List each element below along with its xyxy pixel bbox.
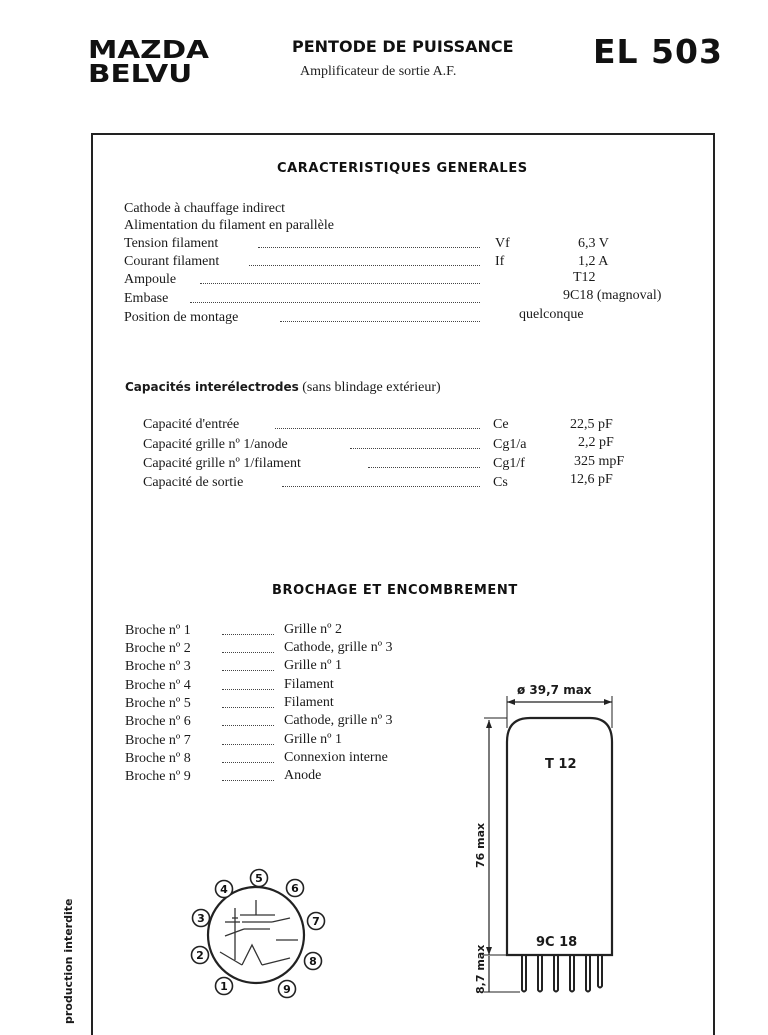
capacities-title-bold: Capacités interélectrodes	[125, 380, 299, 394]
leader-dots	[280, 321, 480, 322]
page-title: PENTODE DE PUISSANCE	[292, 37, 514, 56]
tube-pins	[522, 956, 602, 992]
leader-dots	[222, 744, 274, 745]
capacity-label: Capacité d'entrée	[143, 417, 240, 432]
pin-function: Grille nº 1	[284, 658, 342, 673]
leader-dots	[222, 762, 274, 763]
leader-dots	[275, 428, 480, 429]
pin-number: 5	[255, 872, 263, 885]
base-height-label: 8,7 max	[474, 944, 487, 994]
arrow-up	[486, 720, 492, 728]
pin-label: Broche nº 5	[125, 696, 191, 711]
leader-dots	[222, 634, 274, 635]
pin-label: Broche nº 2	[125, 641, 191, 656]
bulb-label: T 12	[545, 757, 577, 772]
pin-function: Filament	[284, 677, 334, 692]
pin-number: 1	[220, 980, 228, 993]
section-title-capacities	[125, 380, 441, 396]
pin-label: Broche nº 8	[125, 751, 191, 766]
leader-dots	[222, 707, 274, 708]
general-symbol: Vf	[495, 236, 510, 251]
general-symbol: If	[495, 254, 505, 269]
section-title-pinout: BROCHAGE ET ENCOMBREMENT	[272, 583, 518, 598]
height-label: 76 max	[474, 822, 487, 868]
pin-number: 9	[283, 983, 291, 996]
leader-dots	[282, 486, 480, 487]
tube-dimension-drawing	[470, 680, 640, 1010]
capacity-label: Capacité de sortie	[143, 475, 244, 490]
general-label: Embase	[124, 291, 169, 306]
model-number: EL 503	[593, 32, 723, 71]
pin-function: Cathode, grille nº 3	[284, 640, 393, 655]
pin-label: Broche nº 4	[125, 678, 191, 693]
general-label: Ampoule	[124, 272, 177, 287]
leader-dots	[258, 247, 480, 248]
base-pin-diagram	[180, 860, 330, 1010]
general-value: 9C18 (magnoval)	[563, 288, 662, 303]
leader-dots	[222, 780, 274, 781]
electrode-sketch	[220, 900, 298, 965]
pin-function: Anode	[284, 768, 322, 783]
capacity-value: 325 mpF	[574, 454, 625, 469]
leader-dots	[190, 302, 480, 303]
leader-dots	[249, 265, 480, 266]
leader-dots	[368, 467, 480, 468]
general-value: T12	[573, 270, 596, 285]
capacity-value: 12,6 pF	[570, 472, 613, 487]
leader-dots	[222, 652, 274, 653]
pin-label: Broche nº 3	[125, 659, 191, 674]
general-value: 1,2 A	[578, 254, 609, 269]
pin-label: Broche nº 1	[125, 623, 191, 638]
bulb-outline	[507, 718, 612, 955]
pin-number: 3	[197, 912, 205, 925]
general-line-1: Cathode à chauffage indirect	[124, 201, 286, 216]
pin-number: 4	[220, 883, 228, 896]
leader-dots	[350, 448, 480, 449]
section-title-general: CARACTERISTIQUES GENERALES	[277, 161, 528, 176]
base-label: 9C 18	[536, 935, 578, 950]
pin-function: Grille nº 1	[284, 732, 342, 747]
brand-line-1: MAZDA	[88, 35, 209, 64]
general-label: Tension filament	[124, 236, 219, 251]
pin-number: 8	[309, 955, 317, 968]
capacity-symbol: Cg1/a	[493, 437, 527, 452]
capacity-value: 22,5 pF	[570, 417, 613, 432]
brand-line-2: BELVU	[88, 59, 193, 88]
capacity-symbol: Cs	[493, 475, 508, 490]
pin-label: Broche nº 6	[125, 714, 191, 729]
capacity-symbol: Ce	[493, 417, 509, 432]
pin-function: Filament	[284, 695, 334, 710]
leader-dots	[222, 670, 274, 671]
page-subtitle: Amplificateur de sortie A.F.	[300, 64, 457, 79]
pin-label: Broche nº 7	[125, 733, 191, 748]
arrow-right	[604, 699, 612, 705]
leader-dots	[222, 689, 274, 690]
capacities-title-rest: (sans blindage extérieur)	[302, 380, 441, 395]
capacity-symbol: Cg1/f	[493, 456, 525, 471]
pin-function: Grille nº 2	[284, 622, 342, 637]
pin-function: Cathode, grille nº 3	[284, 713, 393, 728]
pin-label: Broche nº 9	[125, 769, 191, 784]
leader-dots	[222, 725, 274, 726]
side-copyright-note: production interdite	[62, 898, 75, 1024]
general-value: 6,3 V	[578, 236, 609, 251]
pin-number: 6	[291, 882, 299, 895]
capacity-label: Capacité grille nº 1/anode	[143, 437, 288, 452]
general-label: Position de montage	[124, 310, 239, 325]
pin-number: 7	[312, 915, 320, 928]
leader-dots	[200, 283, 480, 284]
diameter-label: ø 39,7 max	[517, 683, 592, 697]
general-label: Courant filament	[124, 254, 220, 269]
capacity-label: Capacité grille nº 1/filament	[143, 456, 301, 471]
capacity-value: 2,2 pF	[578, 435, 614, 450]
pin-function: Connexion interne	[284, 750, 388, 765]
brand-logo	[88, 35, 209, 88]
arrow-left	[507, 699, 515, 705]
pin-number: 2	[196, 949, 204, 962]
general-value: quelconque	[519, 307, 584, 322]
general-line-2: Alimentation du filament en parallèle	[124, 218, 334, 233]
